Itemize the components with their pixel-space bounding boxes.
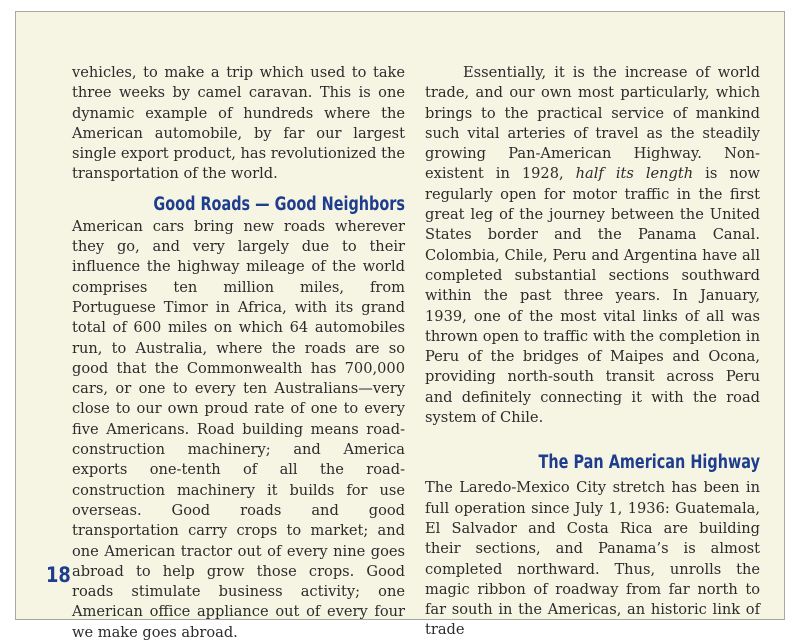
world-trade-text-start: Essentially, it is the increase of world trade, and our own most particularly, which brings to the practical service of mankind such vital arteries of travel as the steadily growing Pan-American Highway. Non-existent in 1928, [425, 64, 760, 183]
good-roads-paragraph: American cars bring new roads wherever they go, and very largely due to their influence the highway mileage of the world comprises ten million miles, from Portuguese Timor in Africa, with its grand total of 600 miles on which 64 automobiles run, to Australia, where the roads are so good that the Commonwealth has 700,000 cars, or one to every ten Australians—very close to our own proud rate of one to every five Americans. Road building means road-construction machinery; and America exports one-tenth of all the road-construction machinery it builds for use overseas. Good roads and good transportation carry crops to market; and one American tractor out of every nine goes abroad to help grow those crops. Good roads stimulate business activity; one American office appliance out of every four we make goes abroad. [72, 217, 405, 641]
world-trade-text-end: is now regularly open for motor traffic in the first great leg of the journey between the United States border and the Panama Canal. Colombia, Chile, Peru and Argentina have all completed substantial sections southward within the past three years. In January, 1939, one of the most vital links of all was thrown open to traffic with the completion in Peru of the bridges of Maipes and Ocona, providing north-south transit across Peru and definitely connecting it with the road system of Chile. [425, 165, 761, 427]
italic-phrase: half its length [575, 165, 694, 183]
page-number: 18 [46, 563, 71, 587]
intro-paragraph: vehicles, to make a trip which used to take three weeks by camel caravan. This is one dynamic example of hundreds where the American automobile, by far our largest single export product, has revolutionized the transportation of the world. [72, 64, 406, 183]
book-page [15, 11, 785, 641]
world-trade-paragraph [425, 63, 760, 428]
section-heading-good-roads: Good Roads — Good Neighbors [153, 193, 405, 215]
section-heading-pan-american: The Pan American Highway [538, 452, 760, 474]
pan-american-paragraph: The Laredo-Mexico City stretch has been in full operation since July 1, 1936: Guatemala, El Salvador and Costa Rica are building their sections, and Panama’s is almost completed northward. Thus, unrolls the magic ribbon of roadway from far north to far south in the Americas, an historic link of trade [425, 479, 760, 639]
right-column [425, 63, 760, 641]
left-column [72, 63, 405, 643]
